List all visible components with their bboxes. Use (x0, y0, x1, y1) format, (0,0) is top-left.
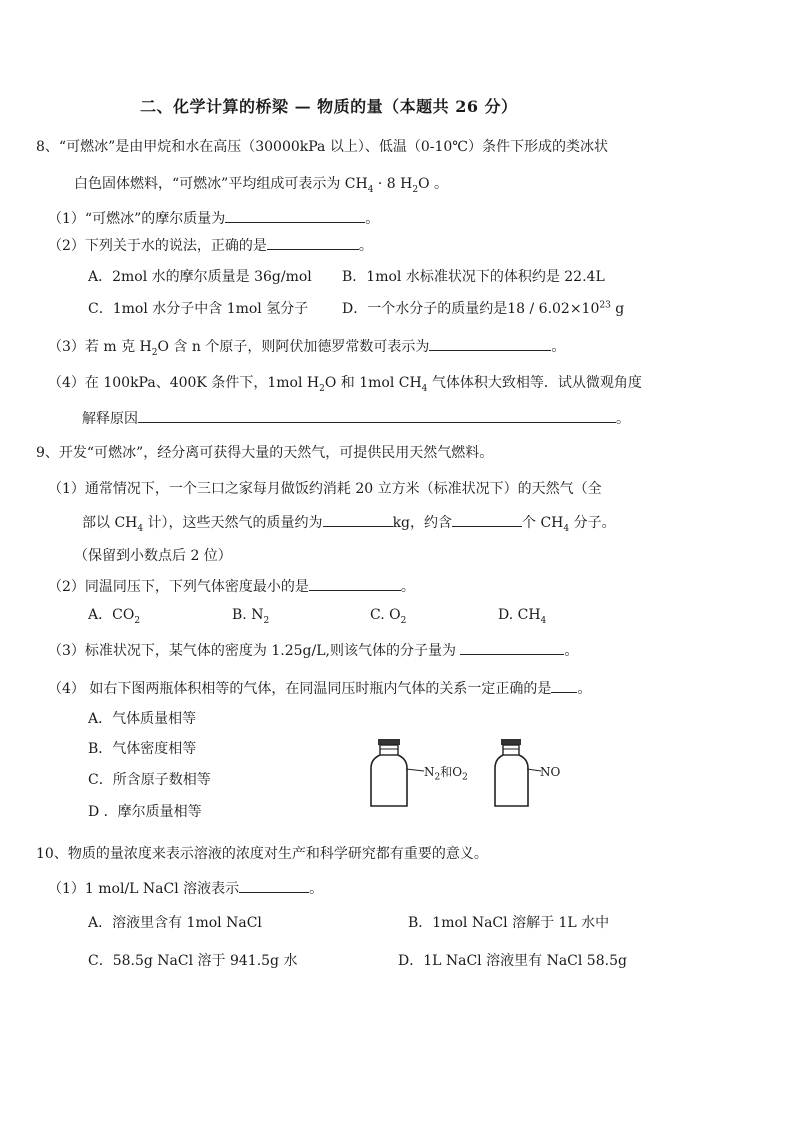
q8-option-b: B．1mol 水标准状况下的体积约是 22.4L (342, 269, 605, 285)
q8-part1: （1）“可燃冰”的摩尔质量为 。 (48, 211, 380, 227)
answer-blank[interactable] (452, 514, 522, 527)
q8-part4-line2: 解释原因 。 (82, 411, 630, 427)
q8-stem-line2: 白色固体燃料，“可燃冰”平均组成可表示为 $CH_4 \cdot 8$ $H_2O$ 。 (74, 176, 449, 195)
q9-part4-option-a: A．气体质量相等 (88, 711, 197, 727)
q9-option-d: D. $CH_4$ (498, 607, 547, 626)
q8-part4: （4）在 100kPa、400K 条件下，1mol $H_2O$ 和 1mol $CH_4$ 气体体积大致相等．试从微观角度 (48, 375, 642, 394)
q9-part1-note: （保留到小数点后 2 位） (74, 548, 232, 564)
q9-option-a: A．$CO_2$ (88, 607, 141, 626)
bottle1-label: $N_2$和$O_2$ (424, 765, 468, 783)
q9-option-c: C. $O_2$ (370, 607, 407, 626)
q10-stem: 10、物质的量浓度来表示溶液的浓度对生产和科学研究都有重要的意义。 (36, 846, 488, 862)
answer-blank[interactable] (460, 642, 564, 655)
q8-option-a: A．2mol 水的摩尔质量是 36g/mol (88, 269, 312, 285)
q10-option-d: D．1L NaCl 溶液里有 NaCl 58.5g (398, 953, 627, 969)
q10-option-a: A．溶液里含有 1mol NaCl (88, 915, 262, 931)
q8-option-c: C．1mol 水分子中含 1mol 氢分子 (88, 301, 309, 317)
q9-part3: （3）标准状况下，某气体的密度为 1.25g/L,则该气体的分子量为 。 (48, 643, 579, 659)
answer-blank[interactable] (551, 680, 577, 693)
q8-option-d: D．一个水分子的质量约是$18 / 6.02\times 10^{23}$ g (342, 300, 625, 317)
q8-stem-line1: 8、“可燃冰”是由甲烷和水在高压（30000kPa 以上）、低温（0-10℃）条件下形成的类冰状 (36, 139, 608, 155)
q9-stem: 9、开发“可燃冰”，经分离可获得大量的天然气，可提供民用天然气燃料。 (36, 445, 494, 461)
answer-blank[interactable] (309, 578, 401, 591)
section-title: 二、化学计算的桥梁 — 物质的量（本题共 26 分） (140, 97, 518, 116)
bottle-label-pointer (405, 765, 425, 777)
q10-option-c: C．58.5g NaCl 溶于 941.5g 水 (88, 953, 298, 969)
answer-blank[interactable] (239, 880, 309, 893)
q8-part2: （2）下列关于水的说法，正确的是 。 (48, 238, 373, 254)
answer-blank[interactable] (267, 237, 359, 250)
answer-blank[interactable] (138, 410, 616, 423)
q9-part1-line2: 部以 $CH_4$ 计），这些天然气的质量约为 kg，约含 个 $CH_4$ 分子。 (82, 515, 616, 534)
answer-blank[interactable] (225, 210, 365, 223)
q9-option-b: B. $N_2$ (232, 607, 270, 626)
q9-part4-option-d: D ．摩尔质量相等 (88, 804, 202, 820)
answer-blank[interactable] (323, 514, 393, 527)
q9-part4-option-b: B．气体密度相等 (88, 741, 197, 757)
answer-blank[interactable] (429, 338, 551, 351)
q9-part4: （4） 如右下图两瓶体积相等的气体，在同温同压时瓶内气体的关系一定正确的是 。 (48, 681, 592, 697)
q8-part3: （3）若 m 克 $H_2O$ 含 n 个原子，则阿伏加德罗常数可表示为 。 (48, 339, 566, 358)
q10-option-b: B．1mol NaCl 溶解于 1L 水中 (408, 915, 610, 931)
q9-part4-option-c: C．所含原子数相等 (88, 772, 211, 788)
bottle2-label: NO (540, 765, 561, 779)
q10-part1: （1）1 mol/L NaCl 溶液表示 。 (48, 881, 324, 897)
q9-part2: （2）同温同压下，下列气体密度最小的是 。 (48, 579, 415, 595)
q9-part1-line1: （1）通常情况下，一个三口之家每月做饭约消耗 20 立方米（标准状况下）的天然气（全 (48, 481, 602, 497)
